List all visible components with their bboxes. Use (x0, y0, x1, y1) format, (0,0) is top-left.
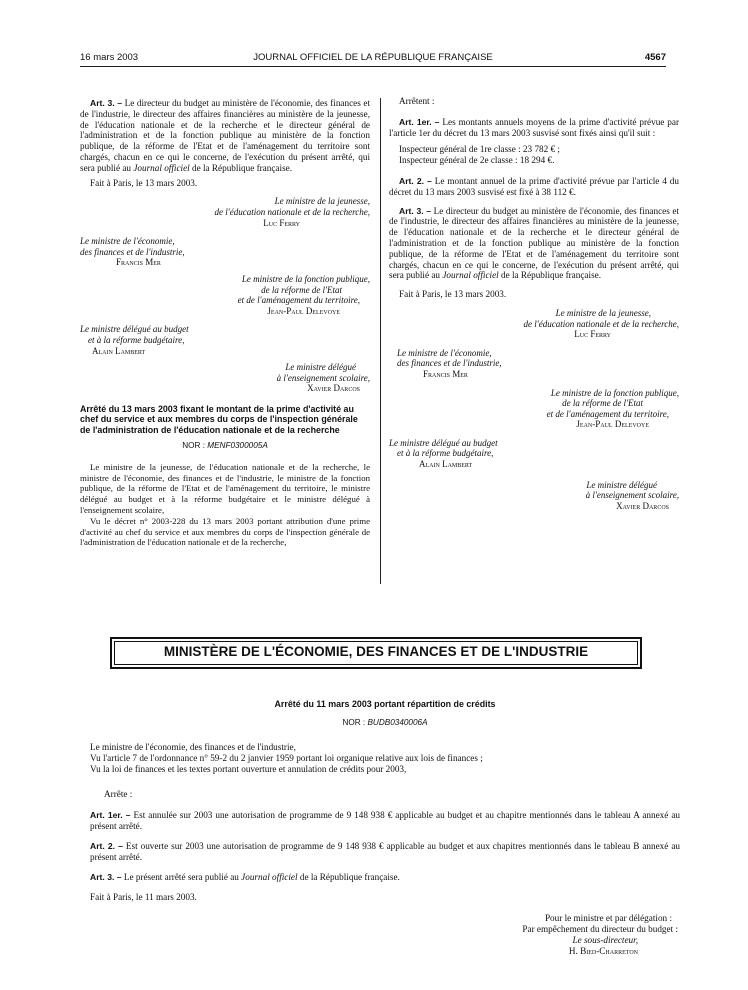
sig-darcos: Le ministre délégué à l'enseignement scolaire, Xavier Darcos (276, 362, 370, 394)
header-rule (80, 66, 666, 67)
right-art3: Art. 3. – Le directeur du budget au ministère de l'économie, des finances et de l'industrie, le directeur des affaires financières au ministère de la jeunesse, de l'éducation nationale et de la recherche et le directeur général de l'administration et de la fonction publique au ministère de la fonction publique, de la réforme de l'Etat et de l'aménagement du territoire sont chargés, chacun en ce qui le concerne, de l'exécution du présent arrêté, qui sera publié au Journal officiel de la République française. (389, 205, 680, 281)
arrete2-minister: Le ministre de l'économie, des finances et de l'industrie, (90, 742, 296, 753)
r-sig-ferry: Le ministre de la jeunesse, de l'éducation nationale et de la recherche, Luc Ferry (523, 307, 679, 340)
arrete2-vu1: Vu l'article 7 de l'ordonnance n° 59-2 du 2 janvier 1959 portant loi organique relative aux lois de finances ; (90, 753, 483, 764)
arrete2-arrete: Arrête : (104, 789, 133, 800)
inspecteur-2: Inspecteur général de 2e classe : 18 294 €. (399, 155, 555, 166)
left-art3: Art. 3. – Le directeur du budget au ministère de l'économie, des finances et de l'industrie, le directeur des affaires financières au ministère de la jeunesse, de l'éducation nationale et de la recherche et le directeur général de l'administration et de la fonction publique au ministère de la fonction publique, de la réforme de l'Etat et de l'aménagement du territoire sont chargés, chacun en ce qui le concerne, de l'exécution du présent arrêté, qui sera publié au Journal officiel de la République française. (80, 98, 371, 173)
arrete2-block (90, 699, 680, 957)
arrete2-signature: Pour le ministre et par délégation : Par empêchement du directeur du budget : Le sous-directeur, H. Bied-Charreton (522, 913, 678, 957)
column-divider (380, 98, 381, 584)
sig-lambert: Le ministre délégué au budget et à la réforme budgétaire, Alain Lambert (80, 324, 189, 356)
right-art2: Art. 2. – Le montant annuel de la prime d'activité prévue par l'article 4 du décret du 13 mars 2003 susvisé est fixé à 38 112 €. (389, 175, 679, 197)
arrete-title: Arrêté du 13 mars 2003 fixant le montant de la prime d'activité au chef du service et aux membres du corps de l'inspection générale de l'administration de l'éducation nationale et de la recherche (80, 403, 358, 435)
sig-mer: Le ministre de l'économie, des finances et de l'industrie, Francis Mer (80, 236, 185, 268)
arrete2-preamble (90, 742, 680, 775)
nor-line: NOR : MENF0300005A (182, 441, 268, 451)
arrete2-fait: Fait à Paris, le 11 mars 2003. (90, 892, 197, 903)
page-number: 4567 (644, 52, 666, 63)
right-fait: Fait à Paris, le 13 mars 2003. (399, 289, 507, 300)
header-date: 16 mars 2003 (80, 52, 139, 63)
inspecteur-1: Inspecteur général de 1re classe : 23 782 € ; (399, 144, 560, 155)
r-sig-delevoye: Le ministre de la fonction publique, de la réforme de l'Etat et de l'aménagement du territoire, Jean-Paul Delevoye (546, 387, 679, 430)
sig-ferry: Le ministre de la jeunesse, de l'éducation nationale et de la recherche, Luc Ferry (214, 196, 370, 228)
sig-delevoye: Le ministre de la fonction publique, de la réforme de l'Etat et de l'aménagement du territoire, Jean-Paul Delevoye (237, 273, 370, 316)
left-vu: Vu le décret n° 2003-228 du 13 mars 2003 portant attribution d'une prime d'activité au chef du service et aux membres du corps de l'inspection générale de l'administration de l'éducation nationale et de la recherche, (80, 515, 370, 548)
left-fait: Fait à Paris, le 13 mars 2003. (90, 177, 198, 188)
ministry-banner (110, 637, 642, 669)
right-art1: Art. 1er. – Les montants annuels moyens de la prime d'activité prévue par l'article 1er du décret du 13 mars 2003 susvisé sont fixés ainsi qu'il suit : (389, 116, 680, 138)
r-sig-mer: Le ministre de l'économie, des finances et de l'industrie, Francis Mer (397, 347, 502, 379)
right-column (389, 98, 679, 511)
ministry-title: MINISTÈRE DE L'ÉCONOMIE, DES FINANCES ET DE L'INDUSTRIE (114, 641, 638, 665)
arrete2-title: Arrêté du 11 mars 2003 portant répartition de crédits (274, 699, 496, 709)
arrete2-art3: Art. 3. – Le présent arrêté sera publié au Journal officiel de la République française. (90, 872, 400, 883)
arrete2-art1: Art. 1er. – Est annulée sur 2003 une autorisation de programme de 9 148 938 € applicable au budget et au chapitre mentionnés dans le tableau A annexé au présent arrêté. (90, 810, 680, 832)
arrete2-art2: Art. 2. – Est ouverte sur 2003 une autorisation de programme de 9 148 938 € applicable au budget et aux chapitres mentionnés dans le tableau B annexé au présent arrêté. (90, 841, 680, 863)
journal-title: JOURNAL OFFICIEL DE LA RÉPUBLIQUE FRANÇAISE (253, 52, 493, 63)
left-column (80, 98, 370, 548)
arretent: Arrêtent : (399, 96, 435, 106)
left-signatures (80, 196, 370, 394)
page-header (80, 52, 666, 66)
arrete2-vu2: Vu la loi de finances et les textes portant ouverture et annulation de crédits pour 2003, (90, 764, 407, 775)
r-sig-lambert: Le ministre délégué au budget et à la réforme budgétaire, Alain Lambert (389, 437, 498, 470)
r-sig-darcos: Le ministre délégué à l'enseignement scolaire, Xavier Darcos (585, 479, 679, 511)
right-signatures (389, 308, 679, 512)
arrete2-nor: NOR : BUDB0340006A (342, 718, 428, 728)
left-intro: Le ministre de la jeunesse, de l'éducation nationale et de la recherche, le ministre de l'économie, des finances et de l'industrie, le ministre de la fonction publique, de la réforme de l'Etat et de l'aménagement du territoire, le ministre délégué au budget et à la réforme budgétaire et le ministre délégué à l'enseignement scolaire, (80, 461, 370, 516)
